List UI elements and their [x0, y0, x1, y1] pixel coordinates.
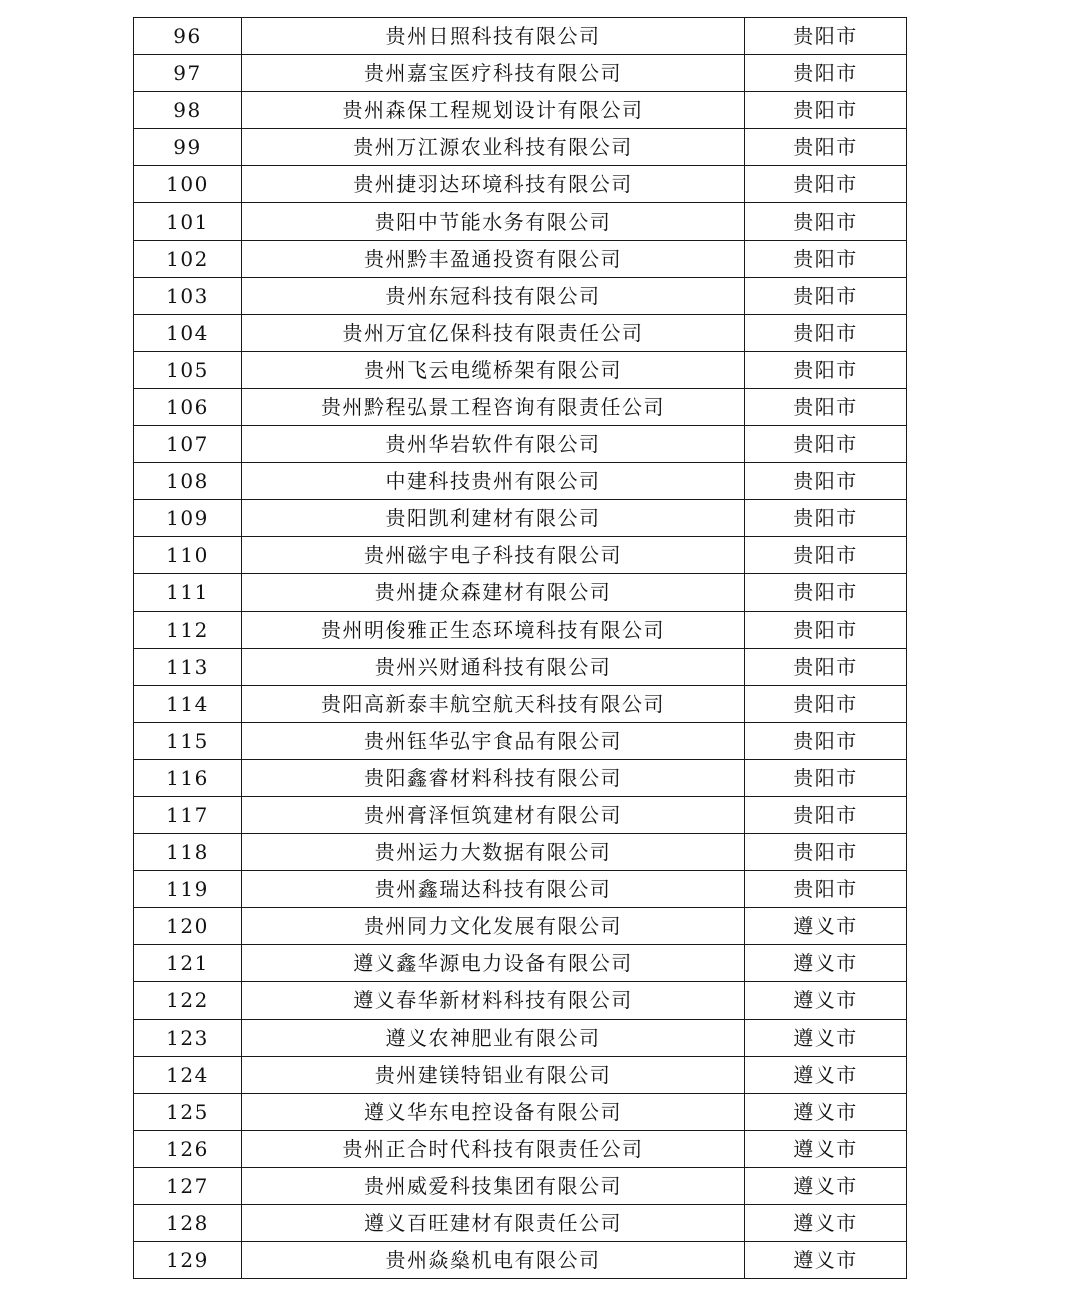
- company-name-cell: 贵州钰华弘宇食品有限公司: [242, 722, 745, 759]
- city-cell: 贵阳市: [745, 611, 907, 648]
- company-name-cell: 贵州万宜亿保科技有限责任公司: [242, 314, 745, 351]
- row-number-cell: 124: [134, 1056, 242, 1093]
- city-cell: 贵阳市: [745, 834, 907, 871]
- city-cell: 遵义市: [745, 1167, 907, 1204]
- company-name-cell: 贵阳高新泰丰航空航天科技有限公司: [242, 685, 745, 722]
- city-cell: 贵阳市: [745, 426, 907, 463]
- city-cell: 贵阳市: [745, 277, 907, 314]
- row-number-cell: 112: [134, 611, 242, 648]
- company-name-cell: 贵州明俊雅正生态环境科技有限公司: [242, 611, 745, 648]
- city-cell: 贵阳市: [745, 388, 907, 425]
- row-number-cell: 125: [134, 1093, 242, 1130]
- table-row: [134, 982, 907, 1019]
- table-row: [134, 500, 907, 537]
- table-row: [134, 796, 907, 833]
- company-name-cell: 贵州建镁特铝业有限公司: [242, 1056, 745, 1093]
- city-cell: 遵义市: [745, 945, 907, 982]
- city-cell: 遵义市: [745, 1205, 907, 1242]
- company-name-cell: 贵州磁宇电子科技有限公司: [242, 537, 745, 574]
- company-name-cell: 贵州森保工程规划设计有限公司: [242, 92, 745, 129]
- city-cell: 贵阳市: [745, 166, 907, 203]
- row-number-cell: 96: [134, 18, 242, 55]
- table-row: [134, 611, 907, 648]
- company-name-cell: 贵阳鑫睿材料科技有限公司: [242, 759, 745, 796]
- row-number-cell: 104: [134, 314, 242, 351]
- company-name-cell: 贵州日照科技有限公司: [242, 18, 745, 55]
- table-row: [134, 1019, 907, 1056]
- table-row: [134, 129, 907, 166]
- table-row: [134, 834, 907, 871]
- company-name-cell: 遵义百旺建材有限责任公司: [242, 1205, 745, 1242]
- company-name-cell: 贵州同力文化发展有限公司: [242, 908, 745, 945]
- table-row: [134, 759, 907, 796]
- city-cell: 贵阳市: [745, 203, 907, 240]
- city-cell: 遵义市: [745, 1056, 907, 1093]
- table-row: [134, 18, 907, 55]
- city-cell: 贵阳市: [745, 574, 907, 611]
- document-page: [133, 17, 907, 1279]
- table-row: [134, 314, 907, 351]
- table-row: [134, 1242, 907, 1279]
- table-row: [134, 92, 907, 129]
- city-cell: 遵义市: [745, 1019, 907, 1056]
- row-number-cell: 105: [134, 351, 242, 388]
- city-cell: 贵阳市: [745, 685, 907, 722]
- table-row: [134, 1056, 907, 1093]
- row-number-cell: 110: [134, 537, 242, 574]
- company-name-cell: 贵州东冠科技有限公司: [242, 277, 745, 314]
- table-row: [134, 55, 907, 92]
- table-row: [134, 945, 907, 982]
- row-number-cell: 118: [134, 834, 242, 871]
- city-cell: 贵阳市: [745, 240, 907, 277]
- company-name-cell: 贵州嘉宝医疗科技有限公司: [242, 55, 745, 92]
- row-number-cell: 119: [134, 871, 242, 908]
- company-name-cell: 贵州飞云电缆桥架有限公司: [242, 351, 745, 388]
- table-row: [134, 685, 907, 722]
- table-row: [134, 351, 907, 388]
- row-number-cell: 103: [134, 277, 242, 314]
- row-number-cell: 114: [134, 685, 242, 722]
- row-number-cell: 115: [134, 722, 242, 759]
- table-row: [134, 1093, 907, 1130]
- city-cell: 贵阳市: [745, 55, 907, 92]
- city-cell: 遵义市: [745, 1242, 907, 1279]
- city-cell: 贵阳市: [745, 648, 907, 685]
- table-row: [134, 537, 907, 574]
- table-row: [134, 463, 907, 500]
- company-name-cell: 遵义鑫华源电力设备有限公司: [242, 945, 745, 982]
- city-cell: 遵义市: [745, 1093, 907, 1130]
- city-cell: 贵阳市: [745, 759, 907, 796]
- row-number-cell: 106: [134, 388, 242, 425]
- company-name-cell: 贵州威爱科技集团有限公司: [242, 1167, 745, 1204]
- company-name-cell: 贵州捷羽达环境科技有限公司: [242, 166, 745, 203]
- city-cell: 贵阳市: [745, 18, 907, 55]
- company-name-cell: 贵阳中节能水务有限公司: [242, 203, 745, 240]
- company-name-cell: 贵州正合时代科技有限责任公司: [242, 1130, 745, 1167]
- company-name-cell: 贵州万江源农业科技有限公司: [242, 129, 745, 166]
- city-cell: 贵阳市: [745, 351, 907, 388]
- row-number-cell: 111: [134, 574, 242, 611]
- company-name-cell: 贵阳凯利建材有限公司: [242, 500, 745, 537]
- row-number-cell: 129: [134, 1242, 242, 1279]
- table-row: [134, 722, 907, 759]
- city-cell: 遵义市: [745, 1130, 907, 1167]
- city-cell: 遵义市: [745, 908, 907, 945]
- table-row: [134, 574, 907, 611]
- company-name-cell: 遵义春华新材料科技有限公司: [242, 982, 745, 1019]
- city-cell: 贵阳市: [745, 129, 907, 166]
- city-cell: 贵阳市: [745, 796, 907, 833]
- row-number-cell: 107: [134, 426, 242, 463]
- company-name-cell: 中建科技贵州有限公司: [242, 463, 745, 500]
- table-row: [134, 1130, 907, 1167]
- company-name-cell: 贵州鑫瑞达科技有限公司: [242, 871, 745, 908]
- row-number-cell: 126: [134, 1130, 242, 1167]
- company-name-cell: 贵州华岩软件有限公司: [242, 426, 745, 463]
- table-row: [134, 908, 907, 945]
- row-number-cell: 100: [134, 166, 242, 203]
- table-row: [134, 1167, 907, 1204]
- city-cell: 贵阳市: [745, 500, 907, 537]
- table-row: [134, 240, 907, 277]
- table-row: [134, 166, 907, 203]
- city-cell: 贵阳市: [745, 722, 907, 759]
- row-number-cell: 127: [134, 1167, 242, 1204]
- company-name-cell: 贵州黔程弘景工程咨询有限责任公司: [242, 388, 745, 425]
- company-name-cell: 遵义农神肥业有限公司: [242, 1019, 745, 1056]
- row-number-cell: 117: [134, 796, 242, 833]
- city-cell: 遵义市: [745, 982, 907, 1019]
- row-number-cell: 128: [134, 1205, 242, 1242]
- company-name-cell: 遵义华东电控设备有限公司: [242, 1093, 745, 1130]
- company-name-cell: 贵州兴财通科技有限公司: [242, 648, 745, 685]
- company-name-cell: 贵州运力大数据有限公司: [242, 834, 745, 871]
- table-body: [134, 18, 907, 1279]
- row-number-cell: 113: [134, 648, 242, 685]
- row-number-cell: 120: [134, 908, 242, 945]
- table-row: [134, 648, 907, 685]
- row-number-cell: 97: [134, 55, 242, 92]
- row-number-cell: 121: [134, 945, 242, 982]
- row-number-cell: 99: [134, 129, 242, 166]
- table-row: [134, 1205, 907, 1242]
- city-cell: 贵阳市: [745, 314, 907, 351]
- city-cell: 贵阳市: [745, 92, 907, 129]
- row-number-cell: 116: [134, 759, 242, 796]
- row-number-cell: 102: [134, 240, 242, 277]
- table-row: [134, 871, 907, 908]
- row-number-cell: 123: [134, 1019, 242, 1056]
- row-number-cell: 122: [134, 982, 242, 1019]
- row-number-cell: 98: [134, 92, 242, 129]
- table-row: [134, 277, 907, 314]
- row-number-cell: 101: [134, 203, 242, 240]
- city-cell: 贵阳市: [745, 463, 907, 500]
- company-name-cell: 贵州膏泽恒筑建材有限公司: [242, 796, 745, 833]
- city-cell: 贵阳市: [745, 871, 907, 908]
- company-name-cell: 贵州焱燊机电有限公司: [242, 1242, 745, 1279]
- company-name-cell: 贵州黔丰盈通投资有限公司: [242, 240, 745, 277]
- company-list-table: [133, 17, 907, 1279]
- company-name-cell: 贵州捷众森建材有限公司: [242, 574, 745, 611]
- city-cell: 贵阳市: [745, 537, 907, 574]
- table-row: [134, 388, 907, 425]
- table-row: [134, 203, 907, 240]
- row-number-cell: 109: [134, 500, 242, 537]
- table-row: [134, 426, 907, 463]
- row-number-cell: 108: [134, 463, 242, 500]
